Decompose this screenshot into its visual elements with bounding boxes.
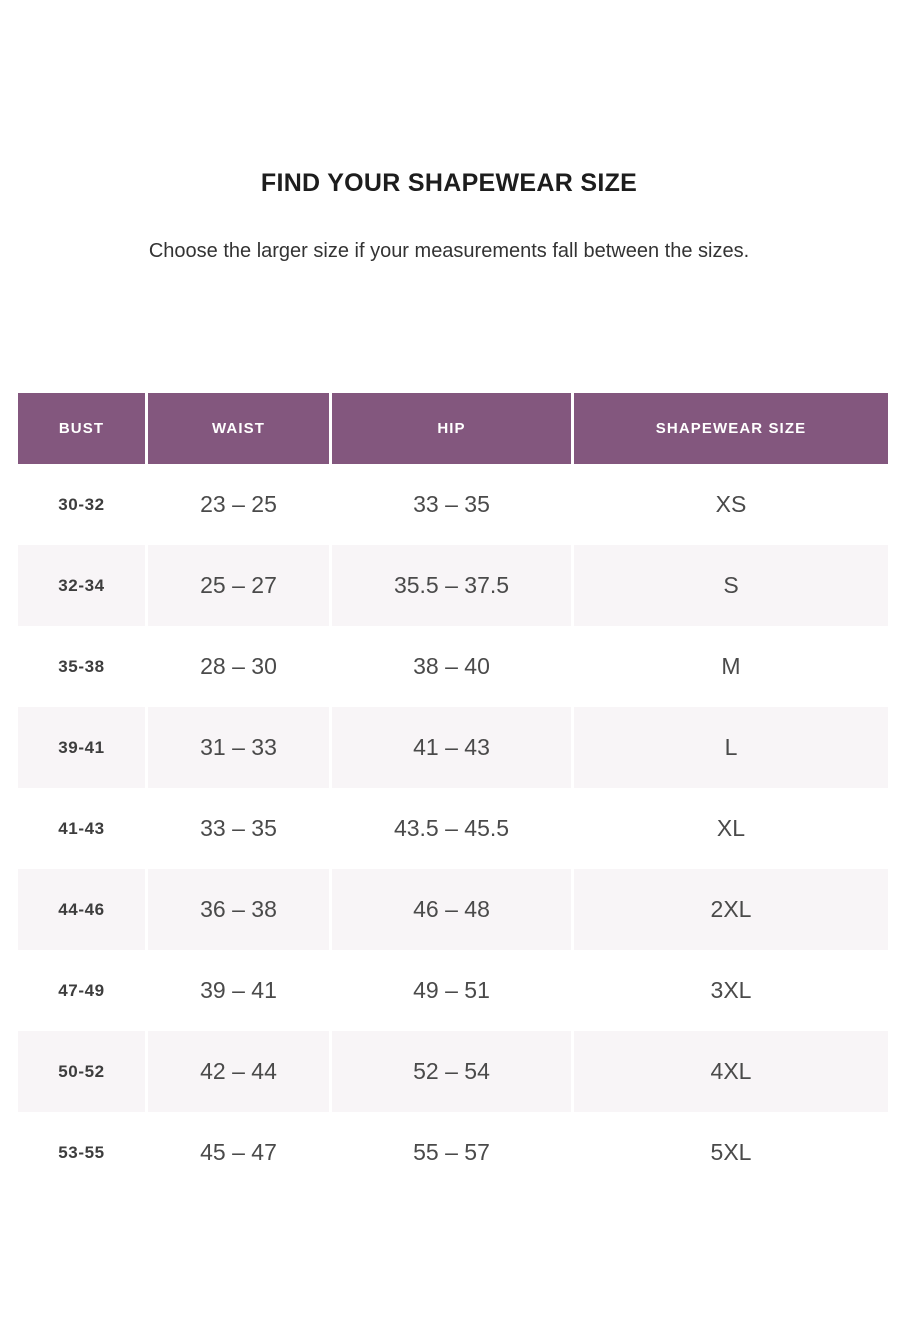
column-header-bust: BUST [18, 393, 148, 464]
cell-bust: 44-46 [18, 869, 148, 950]
table-header [18, 393, 888, 464]
table-row [18, 1112, 888, 1193]
cell-hip: 33 – 35 [332, 464, 574, 545]
page-title: FIND YOUR SHAPEWEAR SIZE [260, 169, 638, 197]
size-chart-container [18, 393, 880, 1193]
cell-bust: 32-34 [18, 545, 148, 626]
cell-waist: 36 – 38 [148, 869, 332, 950]
table-row [18, 626, 888, 707]
column-header-shapewear-size: SHAPEWEAR SIZE [574, 393, 888, 464]
cell-waist: 42 – 44 [148, 1031, 332, 1112]
column-header-hip: HIP [332, 393, 574, 464]
column-header-waist: WAIST [148, 393, 332, 464]
cell-hip: 52 – 54 [332, 1031, 574, 1112]
cell-shapewear-size: 2XL [574, 869, 888, 950]
cell-shapewear-size: 4XL [574, 1031, 888, 1112]
table-row [18, 788, 888, 869]
cell-waist: 31 – 33 [148, 707, 332, 788]
cell-hip: 35.5 – 37.5 [332, 545, 574, 626]
cell-waist: 39 – 41 [148, 950, 332, 1031]
cell-bust: 30-32 [18, 464, 148, 545]
cell-shapewear-size: S [574, 545, 888, 626]
cell-hip: 43.5 – 45.5 [332, 788, 574, 869]
cell-shapewear-size: XL [574, 788, 888, 869]
table-row [18, 950, 888, 1031]
cell-bust: 35-38 [18, 626, 148, 707]
cell-waist: 25 – 27 [148, 545, 332, 626]
table-row [18, 707, 888, 788]
cell-waist: 23 – 25 [148, 464, 332, 545]
table-row [18, 1031, 888, 1112]
cell-hip: 38 – 40 [332, 626, 574, 707]
cell-waist: 45 – 47 [148, 1112, 332, 1193]
cell-hip: 55 – 57 [332, 1112, 574, 1193]
table-row [18, 869, 888, 950]
cell-bust: 39-41 [18, 707, 148, 788]
cell-shapewear-size: M [574, 626, 888, 707]
table-row [18, 545, 888, 626]
cell-bust: 50-52 [18, 1031, 148, 1112]
cell-shapewear-size: 3XL [574, 950, 888, 1031]
cell-shapewear-size: L [574, 707, 888, 788]
table-row [18, 464, 888, 545]
cell-hip: 41 – 43 [332, 707, 574, 788]
cell-bust: 53-55 [18, 1112, 148, 1193]
cell-hip: 49 – 51 [332, 950, 574, 1031]
cell-bust: 47-49 [18, 950, 148, 1031]
cell-waist: 33 – 35 [148, 788, 332, 869]
cell-shapewear-size: XS [574, 464, 888, 545]
cell-bust: 41-43 [18, 788, 148, 869]
cell-shapewear-size: 5XL [574, 1112, 888, 1193]
table-header-row [18, 393, 888, 464]
cell-waist: 28 – 30 [148, 626, 332, 707]
table-body [18, 464, 888, 1193]
cell-hip: 46 – 48 [332, 869, 574, 950]
page-subtitle: Choose the larger size if your measurements fall between the sizes. [148, 240, 750, 262]
size-chart-table [18, 393, 888, 1193]
